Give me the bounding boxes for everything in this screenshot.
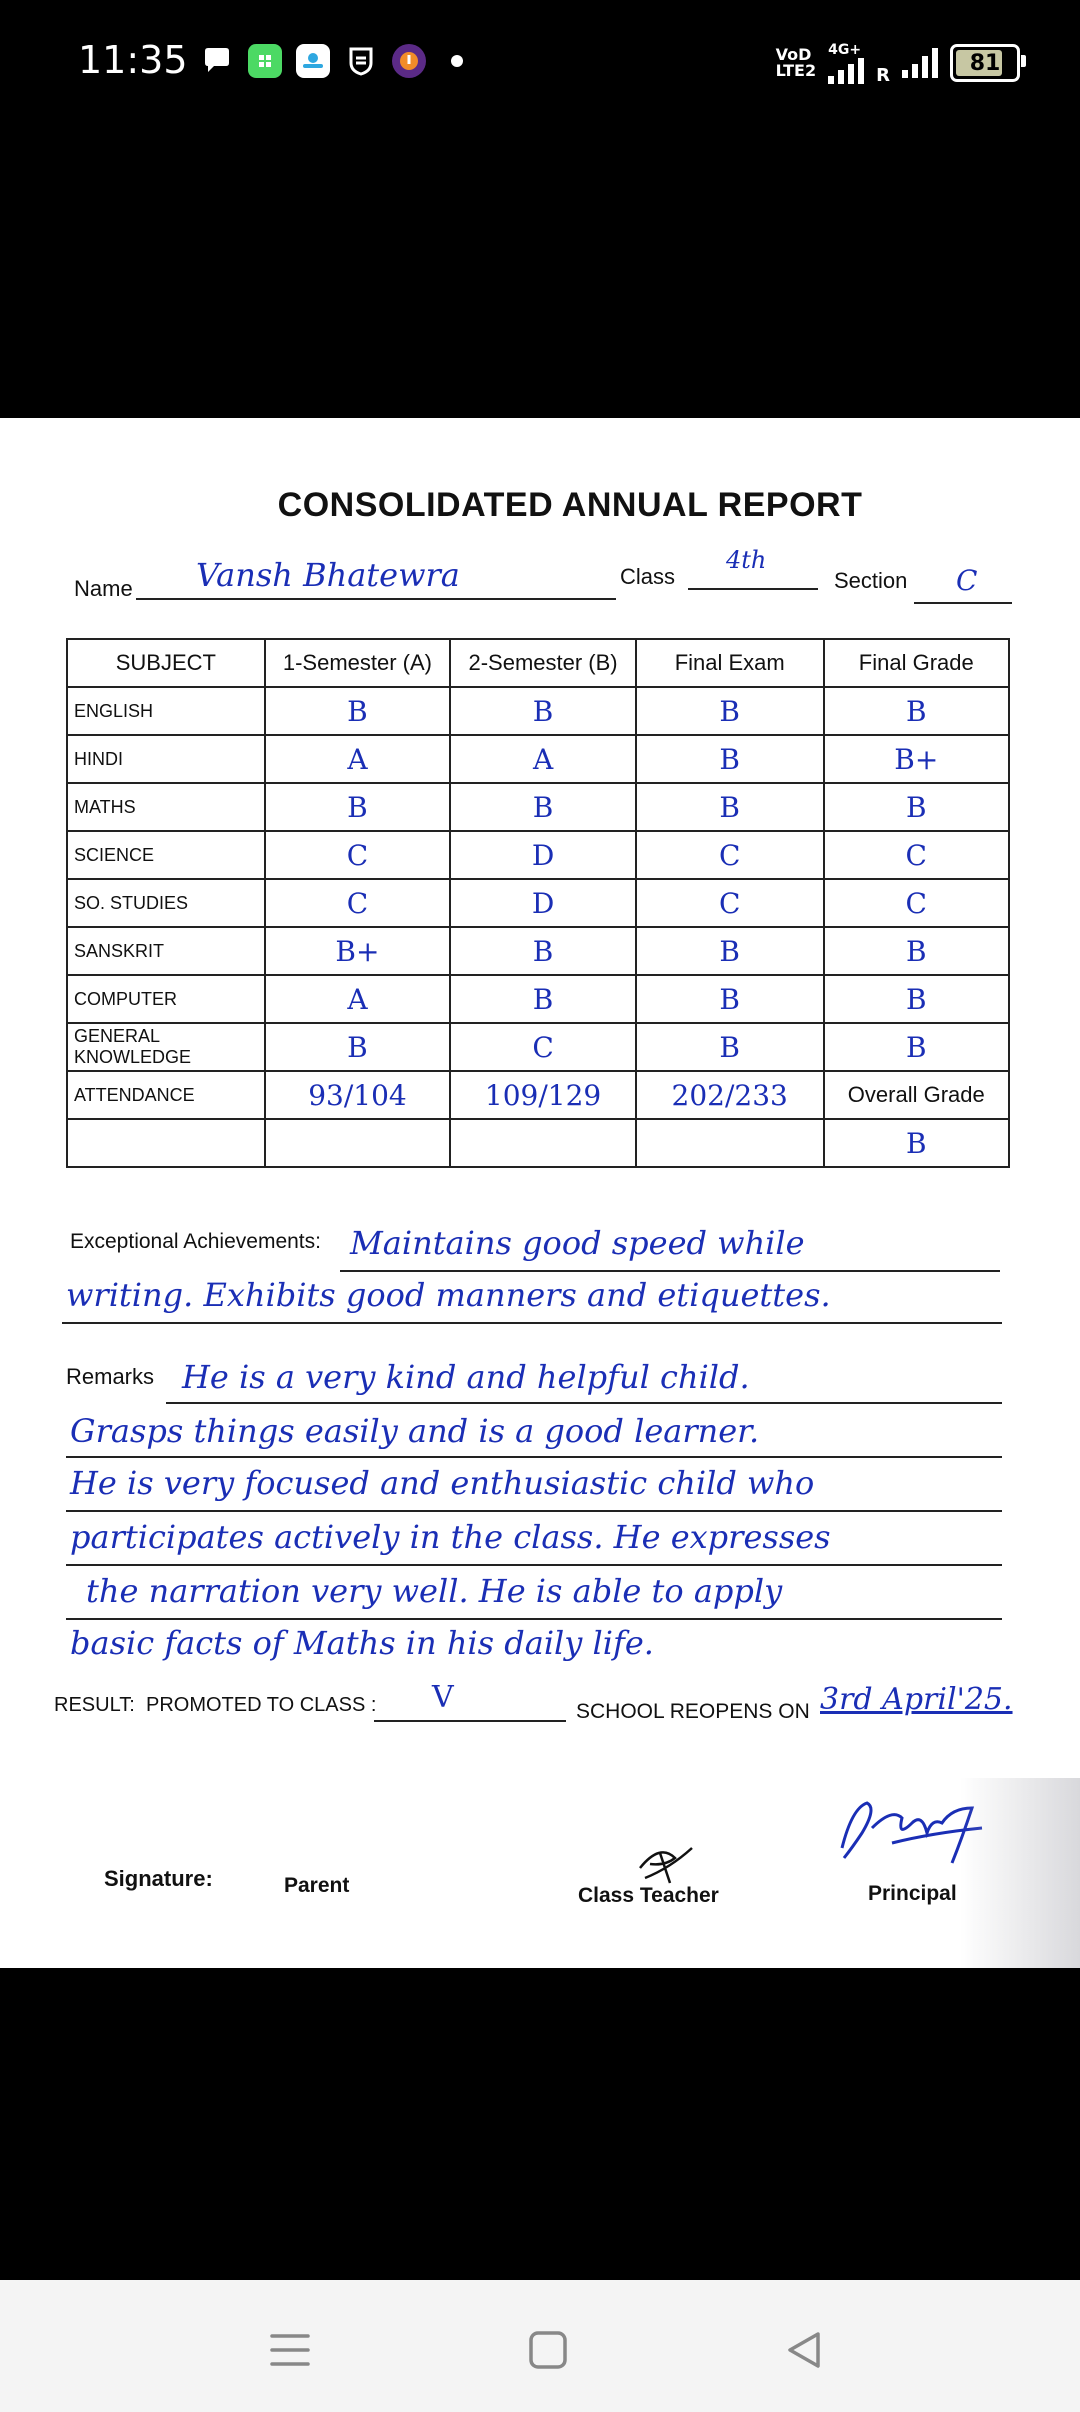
empty-cell [67, 1119, 265, 1167]
signal-bars-sim2-icon [902, 48, 938, 78]
sem2-grade: A [450, 735, 636, 783]
network-generation: 4G+ [828, 42, 862, 58]
remarks-text-5: the narration very well. He is able to apply [86, 1572, 783, 1610]
sem1-grade: B [265, 687, 451, 735]
class-value: 4th [726, 546, 767, 574]
table-row [67, 1023, 1009, 1071]
shield-app-icon [344, 44, 378, 78]
final-exam-grade: B [636, 975, 824, 1023]
sem1-grade: B [265, 1023, 451, 1071]
app-green-icon [248, 44, 282, 78]
subject-cell: ENGLISH [67, 687, 265, 735]
final-exam-grade: B [636, 735, 824, 783]
sem2-grade: C [450, 1023, 636, 1071]
subject-cell: GENERAL KNOWLEDGE [67, 1023, 265, 1071]
result-label: RESULT: [54, 1694, 135, 1716]
sem1-grade: A [265, 975, 451, 1023]
table-row [67, 927, 1009, 975]
promoted-class-value: V [432, 1680, 454, 1715]
header-semester2: 2-Semester (B) [450, 639, 636, 687]
sim2-label: R [876, 65, 890, 86]
navigation-bar [0, 2280, 1080, 2412]
reopens-label: SCHOOL REOPENS ON [576, 1700, 810, 1723]
battery-icon [950, 44, 1020, 82]
subject-cell: MATHS [67, 783, 265, 831]
remarks-text-1: He is a very kind and helpful child. [182, 1358, 750, 1396]
overall-grade-value: B [824, 1119, 1009, 1167]
table-row [67, 831, 1009, 879]
remarks-text-2: Grasps things easily and is a good learner. [70, 1412, 760, 1450]
grades-table [66, 638, 1010, 1168]
battery-level: 81 [969, 50, 1001, 76]
empty-cell [265, 1119, 451, 1167]
remarks-label: Remarks [66, 1364, 155, 1389]
attendance-sem1: 93/104 [265, 1071, 451, 1119]
final-grade: B [824, 687, 1009, 735]
attendance-final: 202/233 [636, 1071, 824, 1119]
system-indicators [776, 42, 1020, 84]
reopens-date: 3rd April'25. [820, 1682, 1013, 1717]
achievements-label: Exceptional Achievements: [70, 1230, 321, 1253]
final-grade: B [824, 1023, 1009, 1071]
sem2-grade: B [450, 687, 636, 735]
sem1-grade: C [265, 879, 451, 927]
remarks-text-6: basic facts of Maths in his daily life. [70, 1624, 654, 1662]
class-teacher-signature [630, 1838, 700, 1888]
name-label: Name [74, 576, 133, 601]
photo-shadow [960, 1778, 1080, 1968]
final-exam-grade: B [636, 687, 824, 735]
empty-cell [636, 1119, 824, 1167]
sem1-grade: A [265, 735, 451, 783]
final-exam-grade: B [636, 927, 824, 975]
subject-cell: HINDI [67, 735, 265, 783]
signature-label: Signature: [104, 1866, 213, 1891]
overall-grade-label: Overall Grade [824, 1071, 1009, 1119]
sim-card-app-icon [296, 44, 330, 78]
achievements-text-1: Maintains good speed while [350, 1224, 805, 1262]
sem1-grade: C [265, 831, 451, 879]
final-grade: C [824, 831, 1009, 879]
report-card-photo[interactable] [0, 418, 1080, 1968]
status-time: 11:35 [78, 38, 188, 82]
subject-cell: SCIENCE [67, 831, 265, 879]
principal-label: Principal [868, 1882, 957, 1905]
signal-sim1 [828, 42, 864, 84]
table-row [67, 975, 1009, 1023]
orange-circle-app-icon [392, 44, 426, 78]
table-header-row [67, 639, 1009, 687]
status-bar [0, 0, 1080, 120]
final-exam-grade: B [636, 783, 824, 831]
class-label: Class [620, 564, 676, 589]
home-icon[interactable] [518, 2320, 578, 2380]
remarks-text-4: participates actively in the class. He expresses [70, 1518, 831, 1556]
attendance-label: ATTENDANCE [67, 1071, 265, 1119]
subject-cell: COMPUTER [67, 975, 265, 1023]
promoted-label: PROMOTED TO CLASS : [146, 1694, 377, 1716]
dot-icon [440, 44, 474, 78]
header-final-exam: Final Exam [636, 639, 824, 687]
final-grade: B [824, 975, 1009, 1023]
final-exam-grade: C [636, 831, 824, 879]
achievements-text-2: writing. Exhibits good manners and etiquettes. [66, 1276, 831, 1314]
grades-body [67, 687, 1009, 1167]
promoted-underline [374, 1684, 566, 1722]
sem2-grade: B [450, 927, 636, 975]
section-label: Section [834, 568, 908, 593]
table-row [67, 735, 1009, 783]
final-grade: C [824, 879, 1009, 927]
table-row [67, 783, 1009, 831]
sem2-grade: D [450, 831, 636, 879]
parent-label: Parent [284, 1874, 350, 1897]
signal-bars-icon [828, 58, 864, 84]
remarks-text-3: He is very focused and enthusiastic child who [70, 1464, 815, 1502]
header-final-grade: Final Grade [824, 639, 1009, 687]
final-grade: B+ [824, 735, 1009, 783]
table-row [67, 879, 1009, 927]
class-teacher-label: Class Teacher [578, 1884, 719, 1907]
section-value: C [956, 564, 978, 597]
table-row [67, 687, 1009, 735]
report-title: CONSOLIDATED ANNUAL REPORT [277, 486, 863, 524]
back-icon[interactable] [774, 2320, 834, 2380]
sem1-grade: B+ [265, 927, 451, 975]
sem2-grade: B [450, 975, 636, 1023]
final-grade: B [824, 783, 1009, 831]
final-grade: B [824, 927, 1009, 975]
subject-cell: SO. STUDIES [67, 879, 265, 927]
student-name: Vansh Bhatewra [196, 556, 460, 594]
overall-grade-row [67, 1119, 1009, 1167]
chat-bubble-icon [200, 44, 234, 78]
attendance-row [67, 1071, 1009, 1119]
sem1-grade: B [265, 783, 451, 831]
header-subject: SUBJECT [67, 639, 265, 687]
attendance-sem2: 109/129 [450, 1071, 636, 1119]
final-exam-grade: C [636, 879, 824, 927]
notification-icons [200, 44, 474, 78]
sem2-grade: D [450, 879, 636, 927]
subject-cell: SANSKRIT [67, 927, 265, 975]
sem2-grade: B [450, 783, 636, 831]
final-exam-grade: B [636, 1023, 824, 1071]
volte-label: VoD LTE2 [775, 45, 817, 80]
header-semester1: 1-Semester (A) [265, 639, 451, 687]
recent-apps-icon[interactable] [260, 2320, 320, 2380]
empty-cell [450, 1119, 636, 1167]
